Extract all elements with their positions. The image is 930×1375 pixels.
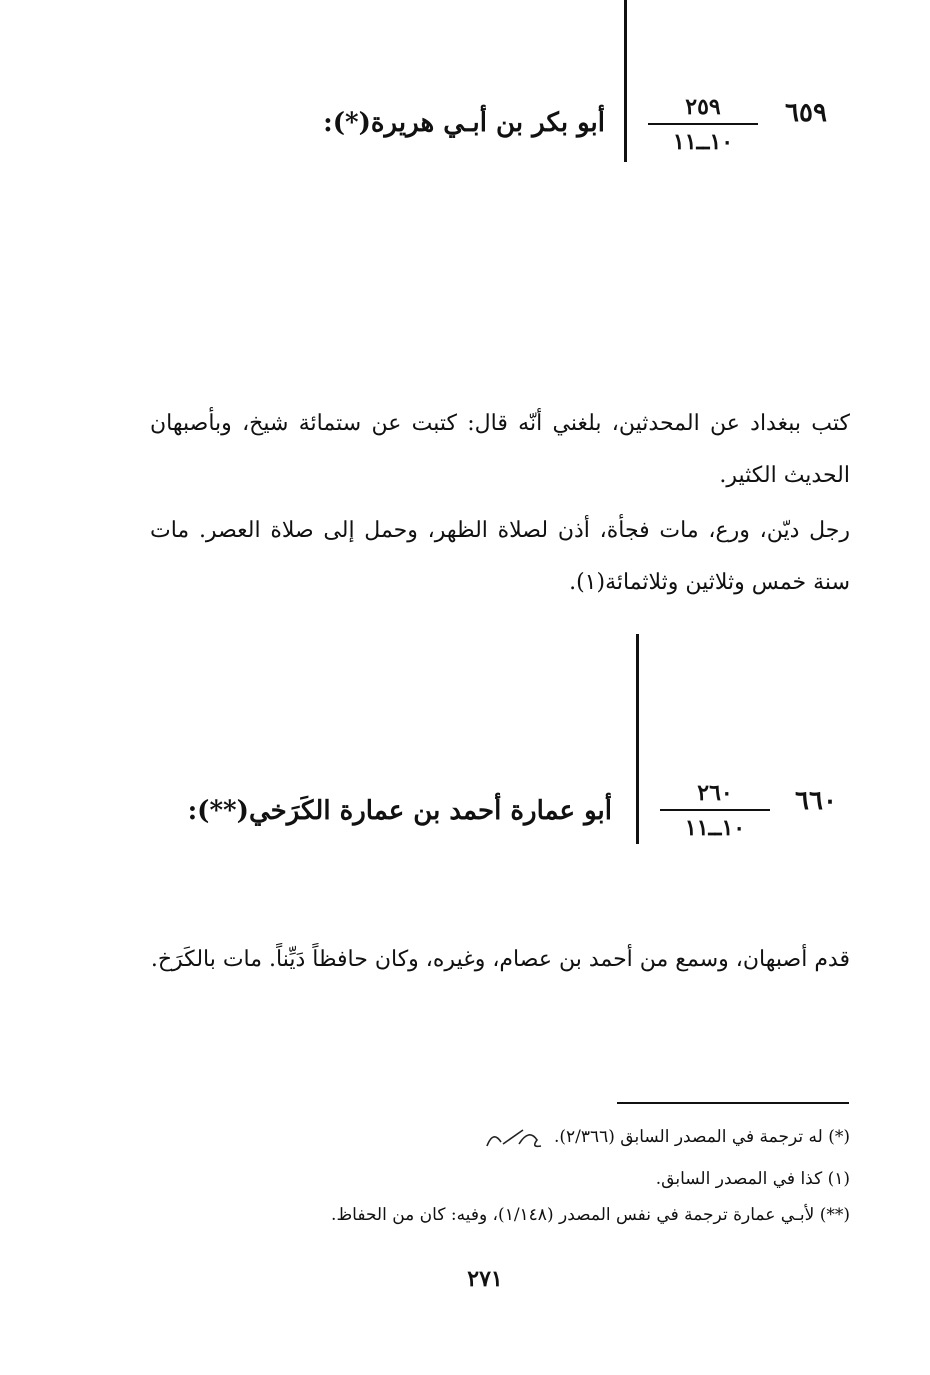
footnote-1 — [300, 1120, 850, 1154]
entry-660-fraction-top: ٢٦٠ — [660, 780, 770, 811]
entry-659-title: أبو بكر بن أبـي هريرة(*): — [323, 108, 605, 138]
entry-659-number: ٦٥٩ — [785, 98, 827, 128]
entry-659-paragraph-1: كتب ببغداد عن المحدثين، بلغني أنّه قال: كتبت عن ستمائة شيخ، وبأصبهان الحديث الكثير. — [150, 411, 850, 488]
footnote-3: (**) لأبـي عمارة ترجمة في نفس المصدر (١/١٤٨)، وفيه: كان من الحفاظ. — [331, 1205, 850, 1225]
footnote-1-text: (*) له ترجمة في المصدر السابق (٢/٣٦٦). — [553, 1127, 850, 1147]
handwritten-annotation — [479, 1124, 549, 1152]
entry-660-fraction-bottom: ١٠ــ١١ — [684, 815, 746, 841]
entry-660-divider — [636, 634, 639, 844]
entry-660-paragraph-1: قدم أصبهان، وسمع من أحمد بن عصام، وغيره، وكان حافظاً دَيِّناً. مات بالكَرَخ. — [150, 947, 850, 972]
entry-659-fraction-bottom: ١٠ــ١١ — [672, 129, 734, 155]
entry-659-paragraph-2: رجل ديّن، ورع، مات فجأة، أذن لصلاة الظهر، وحمل إلى صلاة العصر. مات سنة خمس وثلاثين وثلاثمائة(١). — [150, 518, 850, 595]
footnote-2: (١) كذا في المصدر السابق. — [655, 1169, 850, 1189]
entry-660-title: أبو عمارة أحمد بن عمارة الكَرَخي(**): — [187, 796, 612, 826]
entry-660-reference-fraction — [660, 780, 770, 841]
entry-659-divider — [624, 0, 627, 162]
footnote-separator — [617, 1102, 849, 1104]
page-number: ٢٧١ — [467, 1266, 503, 1292]
entry-660-number: ٦٦٠ — [795, 786, 837, 816]
entry-659-reference-fraction — [648, 94, 758, 155]
entry-659-fraction-top: ٢٥٩ — [648, 94, 758, 125]
